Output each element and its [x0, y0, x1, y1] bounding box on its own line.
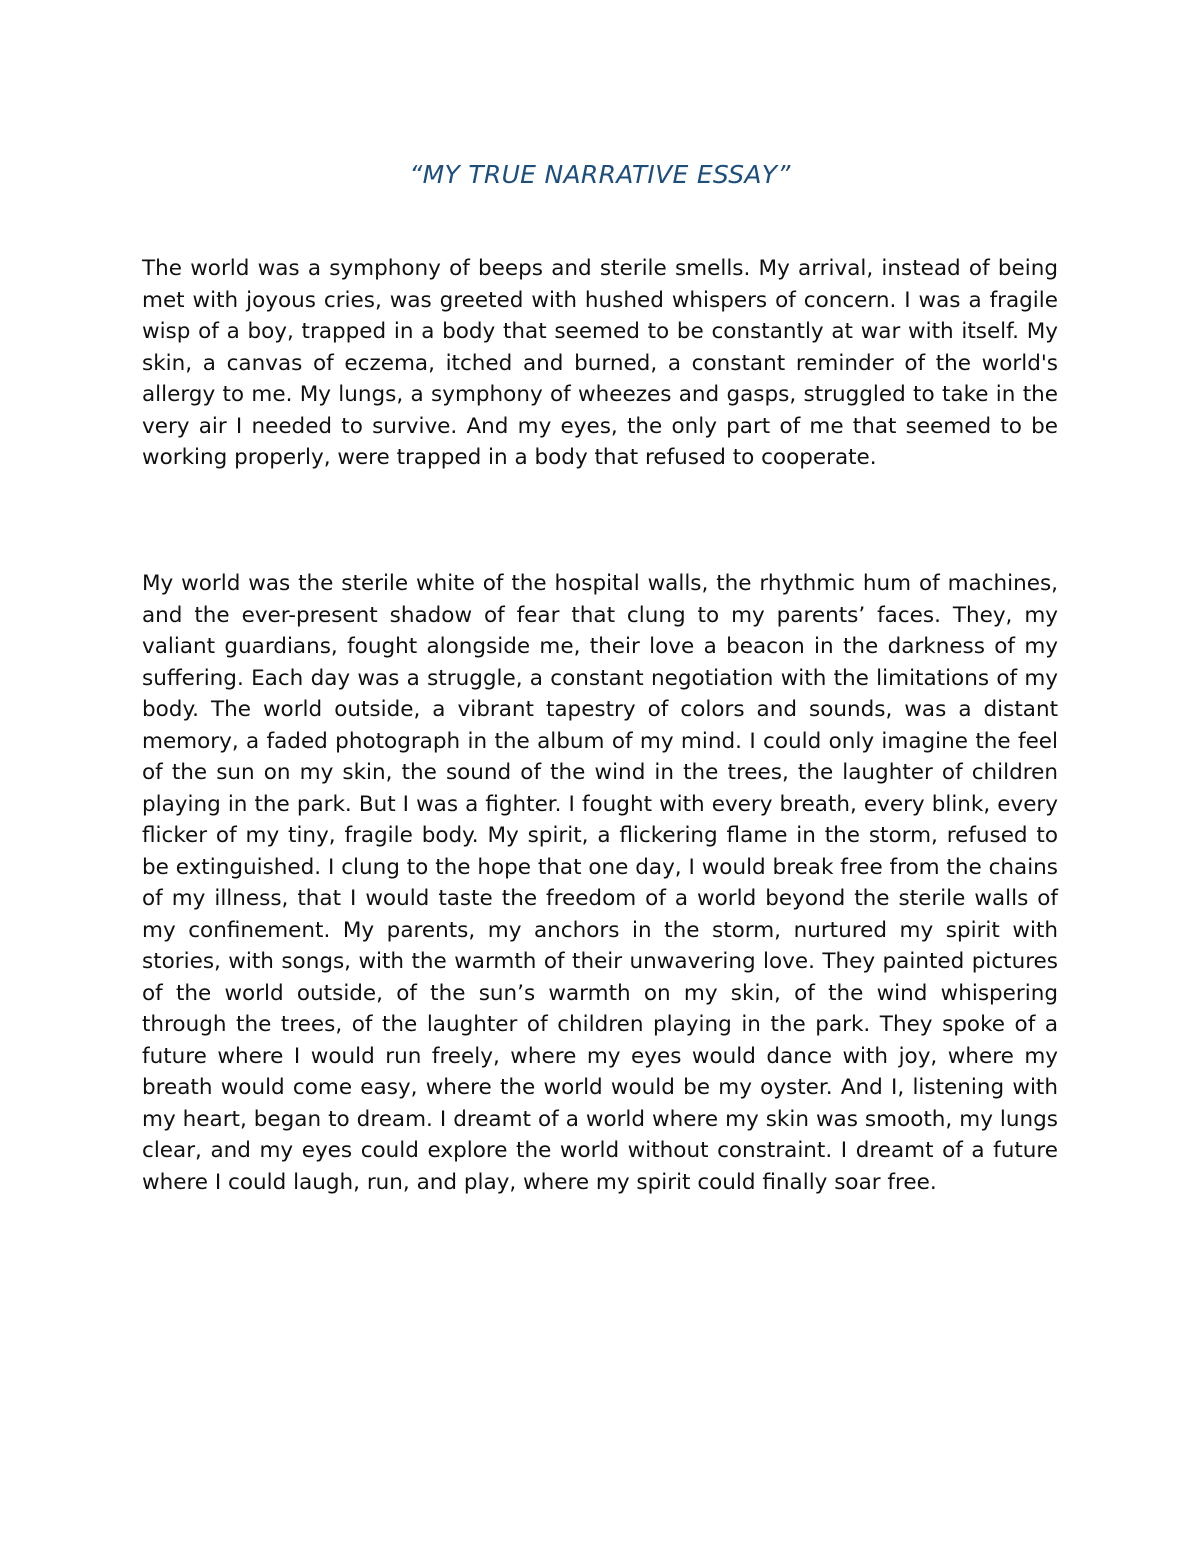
essay-paragraph-1: The world was a symphony of beeps and sterile smells. My arrival, instead of being met with joyous cries, was greeted with hushed whispers of concern. I was a fragile wisp of a boy, trapped in a body that seemed to be constantly at war with itself. My skin, a canvas of eczema, itched and burned, a constant reminder of the world's allergy to me. My lungs, a symphony of wheezes and gasps, struggled to take in the very air I needed to survive. And my eyes, the only part of me that seemed to be working properly, were trapped in a body that refused to cooperate. — [142, 256, 1058, 470]
essay-paragraph-2: My world was the sterile white of the hospital walls, the rhythmic hum of machines, and the ever-present shadow of fear that clung to my parents’ faces. They, my valiant guardians, fought alongside me, their love a beacon in the darkness of my suffering. Each day was a struggle, a constant negotiation with the limitations of my body. The world outside, a vibrant tapestry of colors and sounds, was a distant memory, a faded photograph in the album of my mind. I could only imagine the feel of the sun on my skin, the sound of the wind in the trees, the laughter of children playing in the park. But I was a fighter. I fought with every breath, every blink, every flicker of my tiny, fragile body. My spirit, a flickering flame in the storm, refused to be extinguished. I clung to the hope that one day, I would break free from the chains of my illness, that I would taste the freedom of a world beyond the sterile walls of my confinement. My parents, my anchors in the storm, nurtured my spirit with stories, with songs, with the warmth of their unwavering love. They painted pictures of the world outside, of the sun’s warmth on my skin, of the wind whispering through the trees, of the laughter of children playing in the park. They spoke of a future where I would run freely, where my eyes would dance with joy, where my breath would come easy, where the world would be my oyster. And I, listening with my heart, began to dream. I dreamt of a world where my skin was smooth, my lungs clear, and my eyes could explore the world without constraint. I dreamt of a future where I could laugh, run, and play, where my spirit could finally soar free. — [142, 571, 1058, 1195]
essay-title: “MY TRUE NARRATIVE ESSAY” — [409, 160, 791, 189]
